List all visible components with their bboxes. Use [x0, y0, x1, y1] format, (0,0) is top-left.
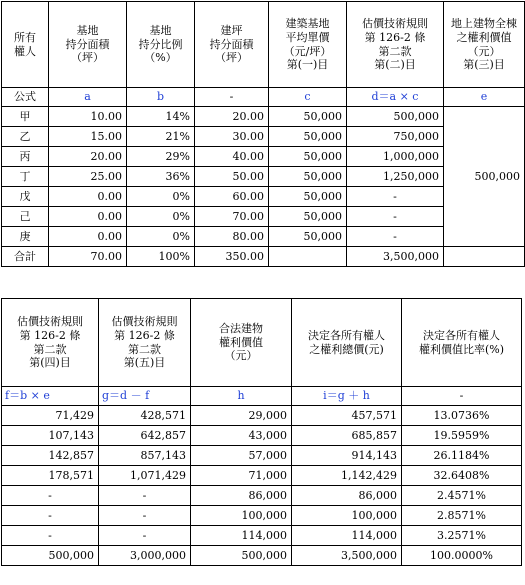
table-row [2, 466, 522, 486]
value-cell: 70.00 [195, 207, 269, 227]
value-cell: 71,429 [2, 406, 99, 426]
ratio-cell: 2.4571% [402, 486, 522, 506]
value-cell: 43,000 [191, 426, 292, 446]
value-cell: 50,000 [269, 147, 347, 167]
value-cell: - [2, 486, 99, 506]
value-cell: 1,000,000 [347, 147, 444, 167]
owner-cell: 丙 [2, 147, 49, 167]
value-cell: 36% [127, 167, 195, 187]
header-owner-value-ratio: 決定各所有權人 權利價值比率(%) [402, 299, 522, 387]
formula-cell: g＝d － f [99, 387, 191, 406]
value-cell: 1,142,429 [292, 466, 402, 486]
value-cell: 29,000 [191, 406, 292, 426]
formula-cell: d＝a × c [347, 88, 444, 107]
table-row [2, 426, 522, 446]
header-row [2, 2, 525, 88]
value-cell: 0.00 [49, 227, 127, 247]
total-label: 合計 [2, 247, 49, 267]
header-owner-total-value: 決定各所有權人 之權利總價(元) [292, 299, 402, 387]
value-cell: 50,000 [269, 167, 347, 187]
ratio-cell: 32.6408% [402, 466, 522, 486]
value-cell: - [347, 207, 444, 227]
value-cell: - [99, 526, 191, 546]
total-cell: 3,500,000 [347, 247, 444, 267]
value-cell: - [2, 526, 99, 546]
value-cell: 40.00 [195, 147, 269, 167]
table-row [2, 107, 525, 127]
value-cell: 50,000 [269, 227, 347, 247]
total-cell: 3,500,000 [292, 546, 402, 566]
header-legal-building-value: 合法建物 權利價值 （元） [191, 299, 292, 387]
value-cell: 685,857 [292, 426, 402, 446]
value-cell: 500,000 [347, 107, 444, 127]
total-cell [269, 247, 347, 267]
formula-cell: c [269, 88, 347, 107]
value-cell: 57,000 [191, 446, 292, 466]
value-cell: 857,143 [99, 446, 191, 466]
total-cell: 3,000,000 [99, 546, 191, 566]
valuation-table-2 [1, 298, 522, 566]
value-cell: 50,000 [269, 187, 347, 207]
formula-label: 公式 [2, 88, 49, 107]
value-cell: 21% [127, 127, 195, 147]
formula-row [2, 387, 522, 406]
formula-cell: b [127, 88, 195, 107]
header-item-3: 地上建物全棟 之權利價值 （元） 第(三)目 [444, 2, 525, 88]
value-cell: - [99, 486, 191, 506]
header-item-2: 估價技術規則 第 126-2 條 第二款 第(二)目 [347, 2, 444, 88]
formula-cell: h [191, 387, 292, 406]
total-cell: 100.0000% [402, 546, 522, 566]
ratio-cell: 3.2571% [402, 526, 522, 546]
value-cell: 642,857 [99, 426, 191, 446]
value-cell: 914,143 [292, 446, 402, 466]
formula-cell: i＝g ＋ h [292, 387, 402, 406]
owner-cell: 己 [2, 207, 49, 227]
value-cell: 80.00 [195, 227, 269, 247]
header-land-ratio: 基地 持分比例 （%） [127, 2, 195, 88]
value-cell: 114,000 [191, 526, 292, 546]
value-cell: 428,571 [99, 406, 191, 426]
ratio-cell: 2.8571% [402, 506, 522, 526]
formula-cell: e [444, 88, 525, 107]
value-cell: 30.00 [195, 127, 269, 147]
owner-cell: 戊 [2, 187, 49, 207]
total-cell [444, 247, 525, 267]
value-cell: 25.00 [49, 167, 127, 187]
value-cell: - [347, 227, 444, 247]
ratio-cell: 13.0736% [402, 406, 522, 426]
merged-building-value: 500,000 [444, 107, 525, 247]
value-cell: 60.00 [195, 187, 269, 207]
value-cell: 178,571 [2, 466, 99, 486]
value-cell: 100,000 [292, 506, 402, 526]
value-cell: 0.00 [49, 207, 127, 227]
table-row [2, 406, 522, 426]
ratio-cell: 19.5959% [402, 426, 522, 446]
formula-row [2, 88, 525, 107]
value-cell: 100,000 [191, 506, 292, 526]
value-cell: 114,000 [292, 526, 402, 546]
value-cell: 0% [127, 187, 195, 207]
value-cell: 15.00 [49, 127, 127, 147]
value-cell: - [347, 187, 444, 207]
total-cell: 350.00 [195, 247, 269, 267]
total-cell: 70.00 [49, 247, 127, 267]
owner-cell: 丁 [2, 167, 49, 187]
value-cell: 142,857 [2, 446, 99, 466]
value-cell: - [99, 506, 191, 526]
header-land-area: 基地 持分面積 （坪） [49, 2, 127, 88]
header-item-4: 估價技術規則 第 126-2 條 第二款 第(四)目 [2, 299, 99, 387]
valuation-table-1 [1, 1, 525, 267]
value-cell: 750,000 [347, 127, 444, 147]
table-row [2, 506, 522, 526]
formula-cell: a [49, 88, 127, 107]
value-cell: 29% [127, 147, 195, 167]
value-cell: 14% [127, 107, 195, 127]
header-owner: 所有 權人 [2, 2, 49, 88]
table-row [2, 486, 522, 506]
total-row [2, 546, 522, 566]
value-cell: 457,571 [292, 406, 402, 426]
table-row [2, 446, 522, 466]
total-cell: 500,000 [2, 546, 99, 566]
value-cell: 1,250,000 [347, 167, 444, 187]
value-cell: 86,000 [191, 486, 292, 506]
value-cell: 0% [127, 227, 195, 247]
value-cell: 20.00 [195, 107, 269, 127]
value-cell: 0.00 [49, 187, 127, 207]
header-row [2, 299, 522, 387]
owner-cell: 甲 [2, 107, 49, 127]
table-row [2, 526, 522, 546]
value-cell: 1,071,429 [99, 466, 191, 486]
value-cell: 50,000 [269, 107, 347, 127]
value-cell: 20.00 [49, 147, 127, 167]
header-item-5: 估價技術規則 第 126-2 條 第二款 第(五)目 [99, 299, 191, 387]
total-cell: 100% [127, 247, 195, 267]
value-cell: 10.00 [49, 107, 127, 127]
total-row [2, 247, 525, 267]
value-cell: 50,000 [269, 207, 347, 227]
owner-cell: 乙 [2, 127, 49, 147]
formula-cell: f＝b × e [2, 387, 99, 406]
value-cell: 71,000 [191, 466, 292, 486]
header-building-area: 建坪 持分面積 （坪） [195, 2, 269, 88]
header-unit-price: 建築基地 平均單價 （元/坪） 第(一)目 [269, 2, 347, 88]
ratio-cell: 26.1184% [402, 446, 522, 466]
value-cell: - [2, 506, 99, 526]
value-cell: 50,000 [269, 127, 347, 147]
value-cell: 0% [127, 207, 195, 227]
formula-cell: - [195, 88, 269, 107]
value-cell: 86,000 [292, 486, 402, 506]
formula-cell: - [402, 387, 522, 406]
owner-cell: 庚 [2, 227, 49, 247]
total-cell: 500,000 [191, 546, 292, 566]
value-cell: 107,143 [2, 426, 99, 446]
value-cell: 50.00 [195, 167, 269, 187]
